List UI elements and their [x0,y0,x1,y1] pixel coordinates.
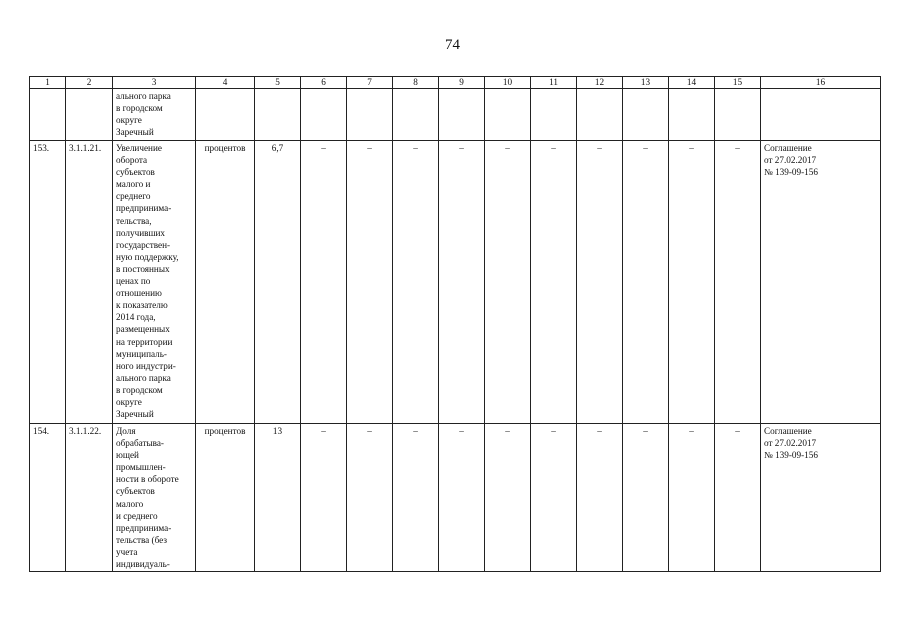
indicator-name: Увеличение оборота субъектов малого и среднего предпринима- тельства, получивших государствен- ную поддержку, в постоянных ценах по отношению к показателю 2014 года, размещенных на территории муниципаль- ного индустри- ального парка в городском округе Заречный [113,141,196,424]
column-header: 6 [301,77,347,89]
unit: процентов [196,424,255,572]
column-header: 13 [623,77,669,89]
column-header: 1 [30,77,66,89]
indicator-code: 3.1.1.22. [66,424,113,572]
column-header: 15 [715,77,761,89]
year-value [715,89,761,141]
year-value: – [347,424,393,572]
column-header: 10 [485,77,531,89]
unit: процентов [196,141,255,424]
year-value: – [531,424,577,572]
column-header: 7 [347,77,393,89]
value [255,89,301,141]
table-row [30,424,881,572]
year-value: – [577,424,623,572]
page-number: 74 [445,37,460,53]
year-value [577,89,623,141]
year-value: – [393,424,439,572]
value: 13 [255,424,301,572]
year-value: – [669,424,715,572]
year-value [439,89,485,141]
year-value [485,89,531,141]
column-header: 14 [669,77,715,89]
column-header: 4 [196,77,255,89]
year-value: – [301,141,347,424]
indicators-table [29,76,881,572]
indicator-code [66,89,113,141]
year-value [393,89,439,141]
column-header: 5 [255,77,301,89]
row-number [30,89,66,141]
year-value: – [485,424,531,572]
year-value: – [715,141,761,424]
year-value: – [669,141,715,424]
year-value: – [301,424,347,572]
source-document: Соглашение от 27.02.2017 № 139-09-156 [761,141,881,424]
column-header: 11 [531,77,577,89]
column-header: 16 [761,77,881,89]
year-value: – [623,141,669,424]
year-value: – [715,424,761,572]
value: 6,7 [255,141,301,424]
year-value [347,89,393,141]
year-value: – [623,424,669,572]
table-row [30,141,881,424]
year-value: – [439,141,485,424]
year-value [669,89,715,141]
column-number-row [30,77,881,89]
column-header: 12 [577,77,623,89]
row-number: 153. [30,141,66,424]
indicator-code: 3.1.1.21. [66,141,113,424]
indicator-name: ального парка в городском округе Заречный [113,89,196,141]
column-header: 2 [66,77,113,89]
row-number: 154. [30,424,66,572]
column-header: 9 [439,77,485,89]
table-row [30,89,881,141]
year-value: – [531,141,577,424]
year-value: – [347,141,393,424]
year-value [623,89,669,141]
source-document: Соглашение от 27.02.2017 № 139-09-156 [761,424,881,572]
year-value: – [393,141,439,424]
column-header: 3 [113,77,196,89]
indicator-name: Доля обрабатыва- ющей промышлен- ности в обороте субъектов малого и среднего предпринима- тельства (без учета индивидуаль- [113,424,196,572]
unit [196,89,255,141]
source-document [761,89,881,141]
year-value: – [439,424,485,572]
year-value: – [577,141,623,424]
year-value [301,89,347,141]
year-value [531,89,577,141]
year-value: – [485,141,531,424]
column-header: 8 [393,77,439,89]
